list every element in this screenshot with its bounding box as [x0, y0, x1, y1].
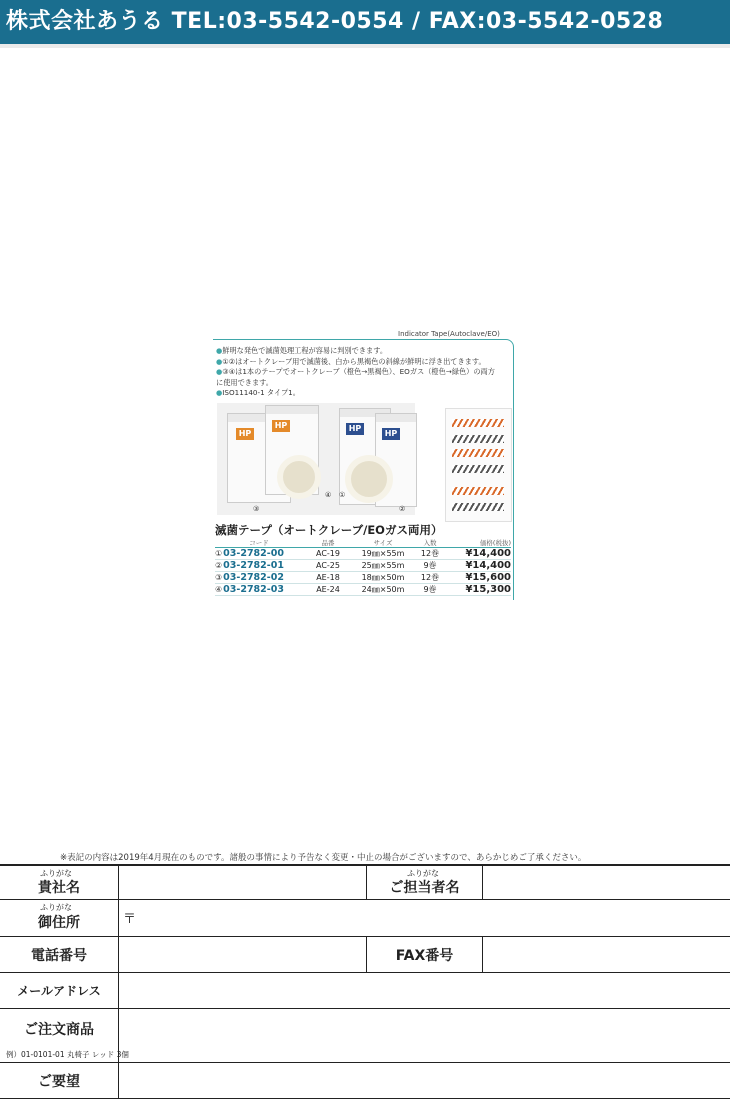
company-label: 貴社名	[38, 879, 80, 896]
size: 19㎜×55m	[353, 548, 413, 560]
part-number: AC-25	[303, 560, 353, 572]
column-header: サイズ	[353, 538, 413, 548]
tape-roll	[345, 455, 393, 503]
phone-label: 電話番号	[31, 947, 87, 964]
company-name-field[interactable]	[119, 866, 367, 900]
photo-label: ②	[399, 505, 406, 513]
order-example: 例）01-0101-01 丸椅子 レッド 3個	[6, 1050, 129, 1059]
furigana-label: ふりがな	[40, 869, 72, 878]
request-field[interactable]	[119, 1063, 730, 1099]
hp-logo: HP	[236, 428, 254, 440]
indicator-strip	[452, 465, 504, 473]
header-contact-text: 株式会社あうる TEL:03-5542-0554 / FAX:03-5542-0528	[6, 9, 664, 34]
bullet-icon: ●	[216, 367, 223, 376]
product-table	[215, 538, 511, 596]
address-label-cell	[0, 900, 119, 937]
hp-logo: HP	[346, 423, 364, 435]
photo-label: ④	[325, 491, 332, 499]
feature-item: ●鮮明な発色で滅菌処理工程が容易に判別できます。	[216, 346, 388, 355]
indicator-strip	[452, 419, 504, 427]
table-row	[215, 572, 511, 584]
header-divider	[0, 44, 730, 48]
column-header: 入数	[413, 538, 447, 548]
fax-label: FAX番号	[395, 947, 454, 964]
header-banner	[0, 0, 730, 44]
furigana-label: ふりがな	[40, 903, 72, 912]
product-title: 滅菌テープ（オートクレーブ/EOガス両用）	[215, 523, 443, 537]
order-label: ご注文商品	[24, 1021, 94, 1038]
quantity: 9巻	[413, 560, 447, 572]
part-number: AE-18	[303, 572, 353, 584]
indicator-strip	[452, 449, 504, 457]
table-row	[215, 560, 511, 572]
order-form	[0, 864, 730, 1101]
product-photo	[217, 403, 415, 515]
column-header: 品番	[303, 538, 353, 548]
quantity: 12巻	[413, 572, 447, 584]
furigana-label: ふりがな	[407, 869, 439, 878]
part-number: AC-19	[303, 548, 353, 560]
price: ¥14,400	[447, 560, 511, 572]
contact-label: ご担当者名	[389, 879, 460, 896]
request-label: ご要望	[38, 1073, 80, 1090]
item-mark: ④	[215, 585, 223, 594]
postal-mark: 〒	[123, 912, 137, 927]
feature-item: ●ISO11140-1 タイプ1。	[216, 388, 300, 397]
feature-item: ●③④は1本のテープでオートクレーブ（橙色→黒褐色）、EOガス（橙色→緑色）の両方	[216, 367, 495, 376]
bullet-icon: ●	[216, 356, 223, 366]
phone-label-cell	[0, 937, 119, 973]
product-code: 03-2782-01	[223, 560, 284, 571]
contact-name-field[interactable]	[483, 866, 730, 900]
item-mark: ②	[215, 561, 223, 570]
product-code: 03-2782-03	[223, 584, 284, 595]
email-field[interactable]	[119, 973, 730, 1009]
order-label-cell	[0, 1009, 129, 1063]
hp-logo: HP	[272, 420, 290, 432]
column-header: コード	[215, 538, 303, 548]
company-label-cell	[0, 866, 119, 900]
bullet-icon: ●	[216, 388, 223, 397]
quantity: 12巻	[413, 548, 447, 560]
product-code: 03-2782-02	[223, 572, 284, 583]
quantity: 9巻	[413, 584, 447, 596]
feature-list	[216, 346, 512, 399]
price: ¥15,600	[447, 572, 511, 584]
fax-field[interactable]	[483, 937, 730, 973]
size: 25㎜×55m	[353, 560, 413, 572]
item-mark: ③	[215, 573, 223, 582]
phone-field[interactable]	[119, 937, 367, 973]
contact-label-cell	[367, 866, 483, 900]
feature-item: ●①②はオートクレーブ用で滅菌後、白から黒褐色の斜線が鮮明に浮き出てきます。	[216, 356, 486, 366]
indicator-strip	[452, 503, 504, 511]
email-label-cell	[0, 973, 119, 1009]
price: ¥15,300	[447, 584, 511, 596]
request-label-cell	[0, 1063, 119, 1099]
table-row	[215, 584, 511, 596]
hp-logo: HP	[382, 428, 400, 440]
disclaimer-notice: ※表記の内容は2019年4月現在のものです。諸般の事情により予告なく変更・中止の場合がございますので、あらかじめご了承ください。	[60, 853, 587, 863]
catalog-tag: Indicator Tape(Autoclave/EO)	[398, 330, 500, 338]
tape-roll	[277, 455, 321, 499]
item-mark: ①	[215, 549, 223, 558]
price: ¥14,400	[447, 548, 511, 560]
order-field[interactable]	[119, 1009, 730, 1063]
fax-label-cell	[367, 937, 483, 973]
size: 24㎜×50m	[353, 584, 413, 596]
part-number: AE-24	[303, 584, 353, 596]
address-field[interactable]	[119, 900, 730, 937]
bullet-icon: ●	[216, 346, 223, 355]
size: 18㎜×50m	[353, 572, 413, 584]
indicator-strip	[452, 487, 504, 495]
email-label: メールアドレス	[17, 984, 101, 998]
photo-label: ③	[253, 505, 260, 513]
indicator-color-chart	[445, 408, 512, 522]
photo-label: ①	[339, 491, 346, 499]
catalog-section	[213, 330, 516, 600]
indicator-strip	[452, 435, 504, 443]
feature-item-continuation: に使用できます。	[216, 377, 273, 387]
table-header-row	[215, 538, 511, 548]
product-code: 03-2782-00	[223, 548, 284, 559]
address-label: 御住所	[38, 915, 80, 931]
column-header: 価格(税抜)	[447, 538, 511, 548]
table-row	[215, 548, 511, 560]
